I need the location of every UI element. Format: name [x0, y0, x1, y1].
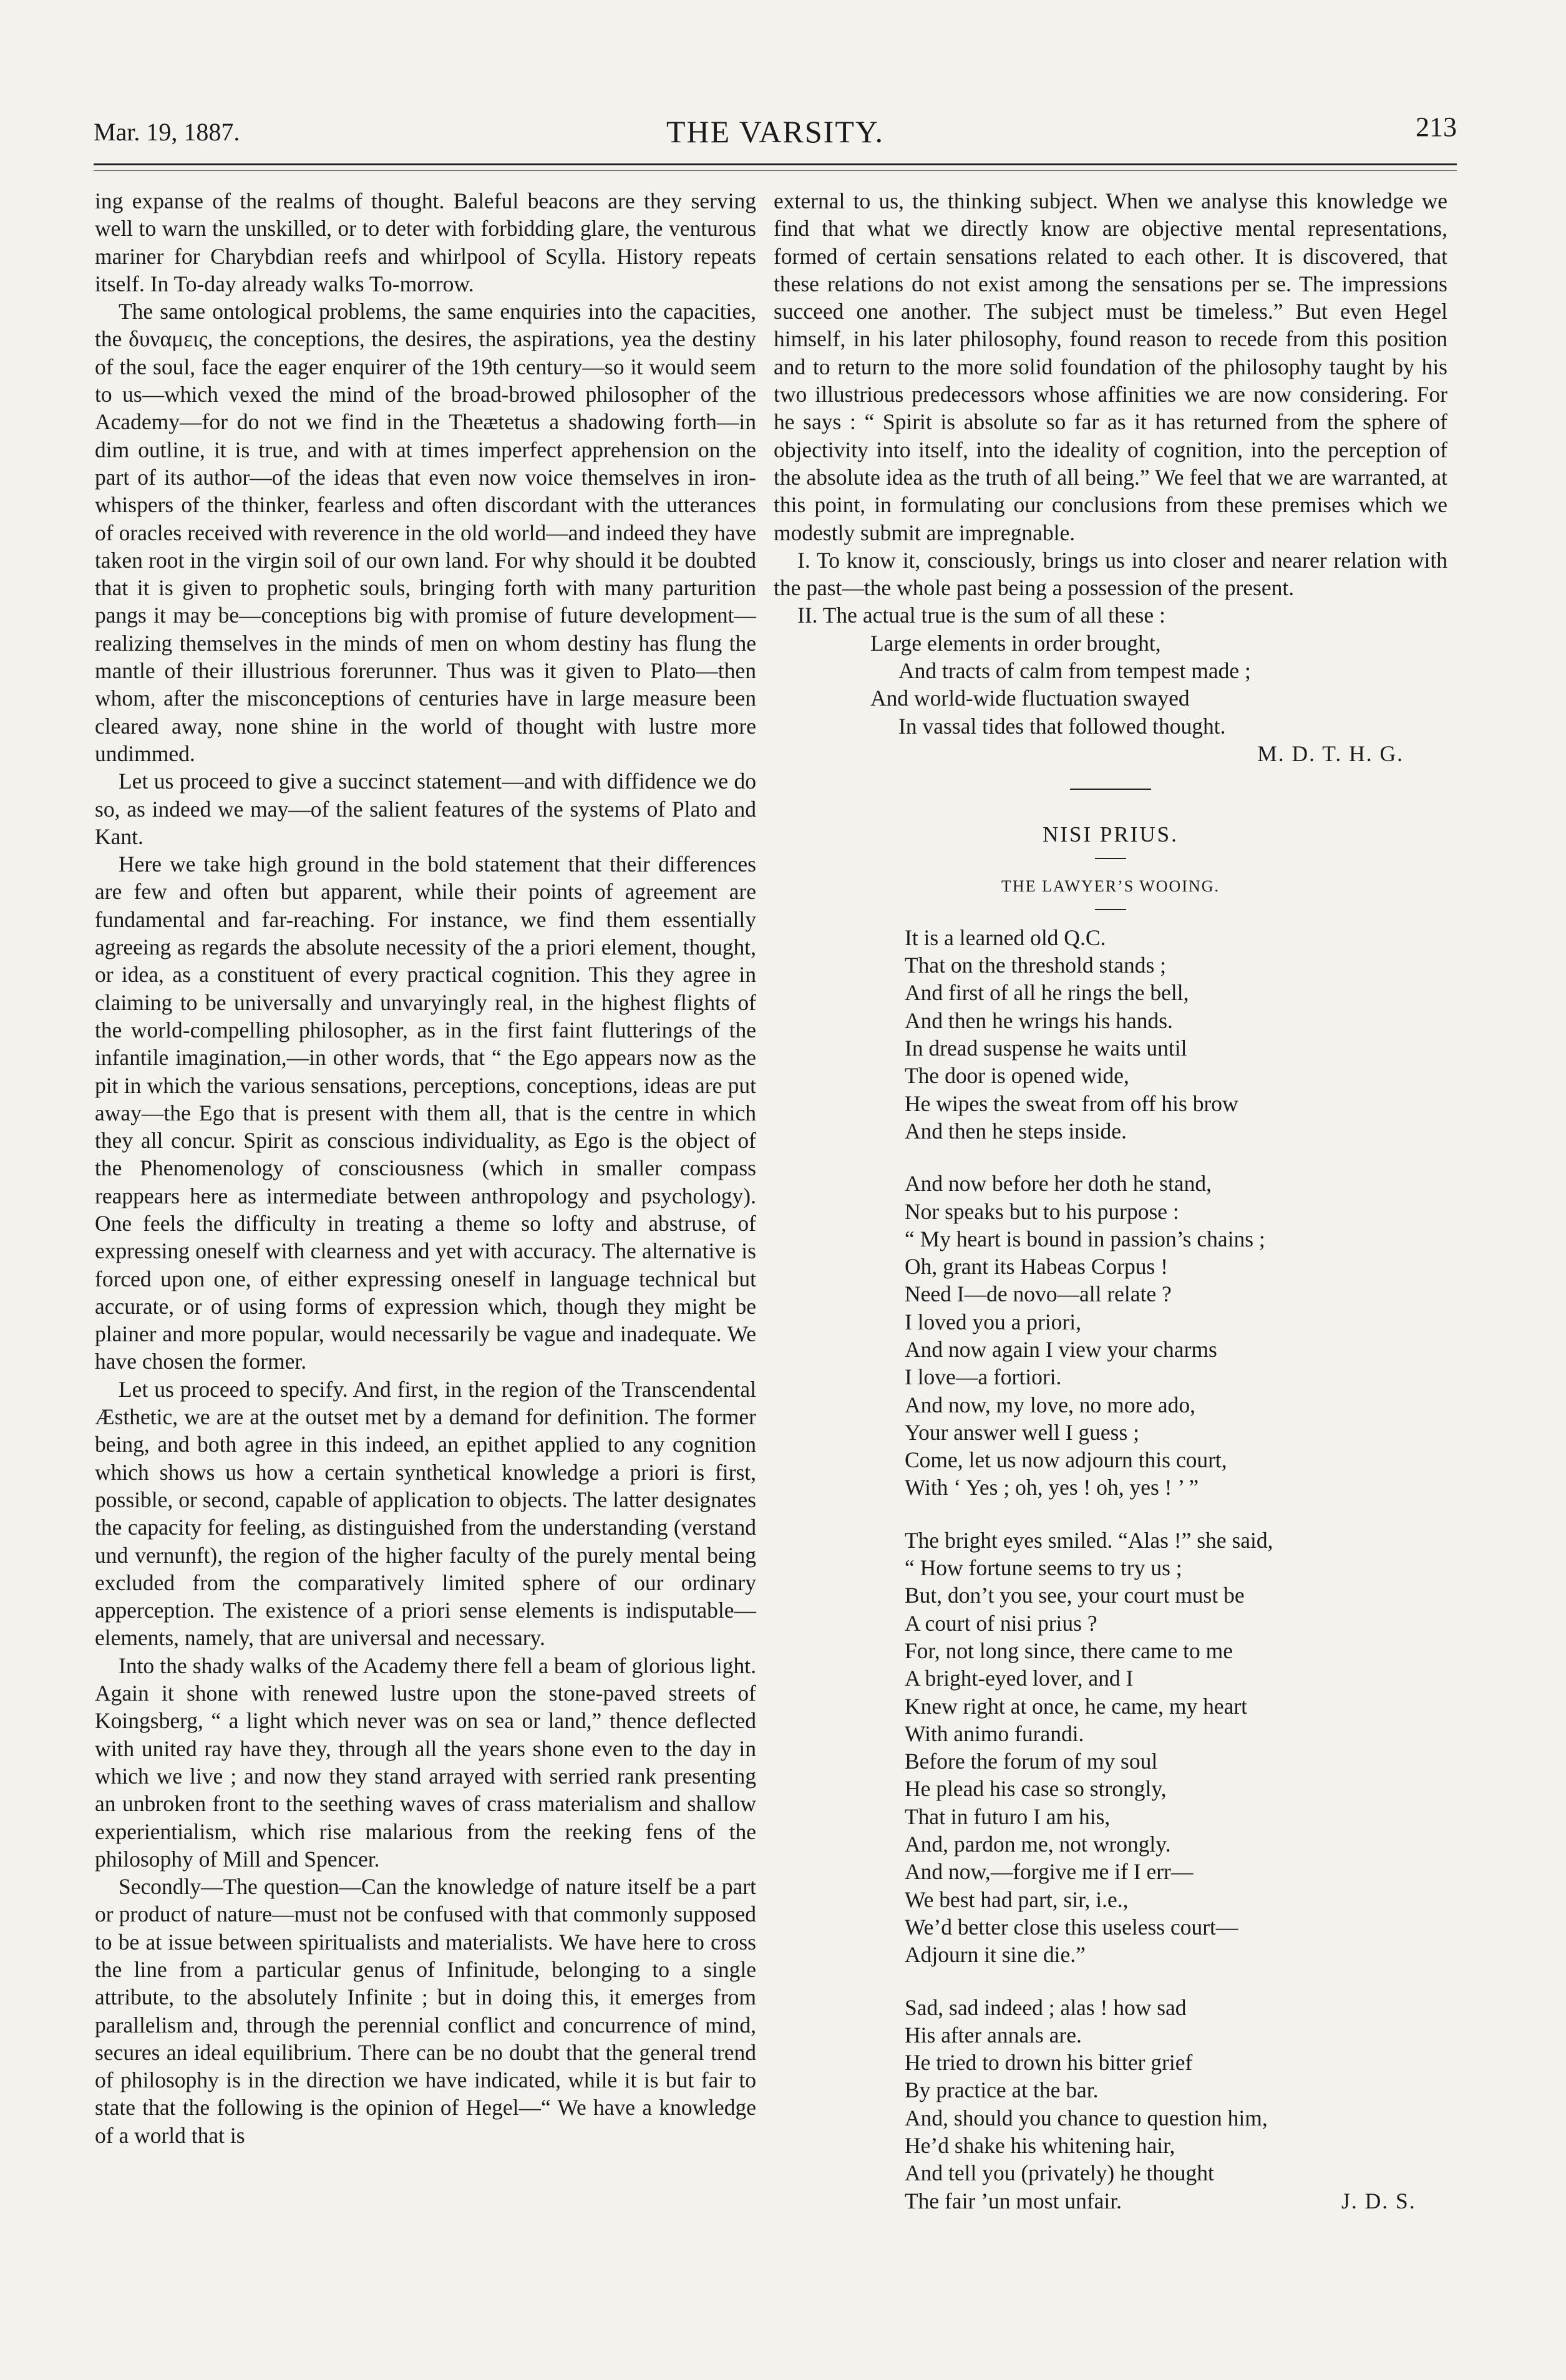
- right-column: [774, 187, 1447, 2240]
- verse-line: And first of all he rings the bell,: [905, 980, 1189, 1006]
- verse-line: In vassal tides that followed thought.: [898, 713, 1226, 739]
- issue-date: Mar. 19, 1887.: [94, 118, 240, 146]
- stanza: [905, 1994, 1447, 2215]
- left-column: [95, 187, 756, 2149]
- verse-line: We best had part, sir, i.e.,: [905, 1887, 1129, 1912]
- verse-line: And now before her doth he stand,: [905, 1171, 1212, 1197]
- verse-line: And then he wrings his hands.: [905, 1008, 1173, 1033]
- verse-line: And tracts of calm from tempest made ;: [898, 658, 1251, 684]
- stanza: [905, 924, 1447, 1145]
- verse-line: Oh, grant its Habeas Corpus !: [905, 1254, 1168, 1280]
- verse-line: He’d shake his whitening hair,: [905, 2133, 1175, 2158]
- header-rule: [94, 163, 1457, 171]
- poem-signature: J. D. S.: [1341, 2188, 1416, 2213]
- quoted-verse: [870, 629, 1447, 740]
- paragraph: Here we take high ground in the bold statement that their differences are few and often but apparent, while their points of agreement are fundamental and far-reaching. For instance, we find them essentially agreeing as regards the absolute necessity of the a priori element, thought, or idea, as a constituent of every practical cognition. This they agree in claiming to be universally and unvaryingly real, in the highest flights of the world-compelling philosopher, as in the first faint flutterings of the infantile imagination,—in other words, that “ the Ego appears now as the pit in which the various sensations, perceptions, conceptions, ideas are put away—the Ego that is present with them all, that is the centre in which they all concur. Spirit as conscious individuality, as Ego is the object of the Phenomenology of consciousness (which in smaller compass reappears here as intermediate between anthropology and psychology). One feels the difficulty in treating a theme so lofty and abstruse, of expressing oneself with clearness and yet with accuracy. The alternative is forced upon one, of either expressing oneself in language technical but accurate, or of using forms of expression which, though they might be plainer and more popular, would necessarily be vague and inadequate. We have chosen the former.: [95, 852, 756, 1374]
- verse-line: Your answer well I guess ;: [905, 1419, 1140, 1445]
- section-divider: [1070, 789, 1151, 790]
- verse-line: Sad, sad indeed ; alas ! how sad: [905, 1994, 1187, 2020]
- verse-line: But, don’t you see, your court must be: [905, 1583, 1245, 1608]
- verse-line: I loved you a priori,: [905, 1309, 1081, 1334]
- paragraph: The same ontological problems, the same enquiries into the capacities, the δυναμεις, the conceptions, the desires, the aspirations, yea the destiny of the soul, face the eager enquirer of the 19th century—so it would seem to us—which vexed the mind of the broad-browed philosopher of the Academy—for do not we find in the Theætetus a shadowing forth—in dim outline, it is true, and with at times imperfect apprehension on the part of its author—of the ideas that even now voice themselves in iron-whispers of the thinker, fearless and often discordant with the utterances of oracles received with reverence in the old world—and indeed they have taken root in the virgin soil of our own land. For why should it be doubted that it is given to prophetic souls, bringing forth with many parturition pangs it may be—conceptions big with promise of future development—realizing themselves in the minds of men on whom destiny has flung the mantle of their illustrious forerunner. Thus was it given to Plato—then whom, after the misconceptions of centuries have in large measure been cleared away, none shine in the world of thought with lustre more undimmed.: [95, 299, 756, 766]
- stanza: [905, 1527, 1447, 1969]
- verse-line: The fair ’un most unfair.: [905, 2188, 1122, 2213]
- verse-line: In dread suspense he waits until: [905, 1036, 1187, 1061]
- verse-line: Adjourn it sine die.”: [905, 1942, 1086, 1968]
- verse-line: He tried to drown his bitter grief: [905, 2050, 1193, 2076]
- verse-line: And tell you (privately) he thought: [905, 2160, 1214, 2186]
- verse-line: Large elements in order brought,: [870, 630, 1161, 656]
- paragraph: I. To know it, consciously, brings us into closer and nearer relation with the past—the whole past being a possession of the present.: [774, 547, 1447, 601]
- verse-line: Knew right at once, he came, my heart: [905, 1693, 1248, 1719]
- verse-line: For, not long since, there came to me: [905, 1638, 1233, 1663]
- section-heading: NISI PRIUS.: [1043, 822, 1179, 847]
- verse-line: We’d better close this useless court—: [905, 1914, 1238, 1940]
- verse-line: And, pardon me, not wrongly.: [905, 1832, 1171, 1857]
- verse-line: A bright-eyed lover, and I: [905, 1666, 1134, 1691]
- verse-line: He plead his case so strongly,: [905, 1776, 1167, 1802]
- author-signature: M. D. T. H. G.: [1257, 741, 1404, 766]
- verse-line: By practice at the bar.: [905, 2077, 1099, 2103]
- verse-line: It is a learned old Q.C.: [905, 925, 1106, 950]
- verse-line: “ My heart is bound in passion’s chains ;: [905, 1226, 1265, 1251]
- verse-line: “ How fortune seems to try us ;: [905, 1555, 1182, 1581]
- paragraph: Let us proceed to give a succinct statement—and with diffidence we do so, as indeed we may—of the salient features of the systems of Plato and Kant.: [95, 769, 756, 849]
- paragraph: ing expanse of the realms of thought. Baleful beacons are they serving well to warn the unskilled, or to deter with forbidding glare, the venturous mariner for Charybdian reefs and whirlpool of Scylla. History repeats itself. In To-day already walks To-morrow.: [95, 188, 756, 296]
- page-header: [94, 111, 1457, 161]
- verse-line: Need I—de novo—all relate ?: [905, 1281, 1172, 1307]
- verse-line: And world-wide fluctuation swayed: [870, 686, 1190, 711]
- paragraph: Into the shady walks of the Academy there fell a beam of glorious light. Again it shone with renewed lustre upon the stone-paved streets of Koingsberg, “ a light which never was on sea or land,” thence deflected with united ray have they, through all the years shone even to the day in which we live ; and now they stand arrayed with serried rank presenting an unbroken front to the seething waves of crass materialism and shallow experientialism, which rise malarious from the reeking fens of the philosophy of Mill and Spencer.: [95, 1653, 756, 1872]
- short-rule: [1095, 858, 1126, 859]
- verse-line: The bright eyes smiled. “Alas !” she said,: [905, 1527, 1273, 1553]
- verse-line: Before the forum of my soul: [905, 1749, 1158, 1774]
- verse-line: And now, my love, no more ado,: [905, 1392, 1196, 1417]
- verse-line: Come, let us now adjourn this court,: [905, 1447, 1227, 1473]
- paragraph: Let us proceed to specify. And first, in the region of the Transcendental Æsthetic, we are at the outset met by a demand for definition. The former being, and both agree in this indeed, an epithet applied to any cognition which shows us how a certain synthetical knowledge a priori is first, possible, or second, capable of application to objects. The latter designates the capacity for feeling, as distinguished from the understanding (verstand und vernunft), the region of the higher faculty of the purely mental being excluded from the comparatively limited sphere of our ordinary apperception. The existence of a priori sense elements is indisputable—elements, namely, that are universal and necessary.: [95, 1376, 756, 1651]
- verse-line: And then he steps inside.: [905, 1118, 1127, 1144]
- verse-line: His after annals are.: [905, 2022, 1082, 2047]
- paragraph: II. The actual true is the sum of all these :: [797, 603, 1165, 628]
- verse-line: A court of nisi prius ?: [905, 1610, 1097, 1636]
- poem: [905, 924, 1447, 2215]
- verse-line: With ‘ Yes ; oh, yes ! oh, yes ! ’ ”: [905, 1475, 1199, 1500]
- verse-line: With animo furandi.: [905, 1721, 1084, 1746]
- short-rule: [1095, 909, 1126, 910]
- paragraph: Secondly—The question—Can the knowledge of nature itself be a part or product of nature—must not be confused with that commonly supposed to be at issue between spiritualists and materialists. We have here to cross the line from a particular genus of Infinitude, belonging to a single attribute, to the absolutely Infinite ; but in doing this, it emerges from parallelism and, through the perennial conflict and concurrence of mind, secures an ideal equilibrium. There can be no doubt that the general trend of philosophy is in the direction we have indicated, while it is but fair to state that the following is the opinion of Hegel—“ We have a knowledge of a world that is: [95, 1874, 756, 2148]
- verse-line: And now,—forgive me if I err—: [905, 1859, 1194, 1885]
- verse-line: And now again I view your charms: [905, 1336, 1217, 1362]
- verse-line: I love—a fortiori.: [905, 1364, 1062, 1390]
- paragraph: external to us, the thinking subject. When we analyse this knowledge we find that what we directly know are objective mental representations, formed of certain sensations related to each other. It is discovered, that these relations do not exist among the sensations per se. The impressions succeed one another. The subject must be timeless.” But even Hegel himself, in his later philosophy, found reason to recede from this position and to return to the more solid foundation of the philosophy taught by his two illustrious predecessors whose affinities we are now considering. For he says : “ Spirit is absolute so far as it has returned from the sphere of objectivity into itself, into the ideality of cognition, into the perception of the absolute idea as the truth of all being.” We feel that we are warranted, at this point, in formulating our conclusions from these premises which we modestly submit are impregnable.: [774, 188, 1447, 545]
- poem-title: THE LAWYER’S WOOING.: [1001, 877, 1220, 895]
- verse-line: That in futuro I am his,: [905, 1804, 1111, 1829]
- verse-line: That on the threshold stands ;: [905, 953, 1167, 978]
- verse-line: The door is opened wide,: [905, 1063, 1129, 1089]
- publication-title: THE VARSITY.: [666, 114, 885, 149]
- verse-line: And, should you chance to question him,: [905, 2105, 1268, 2130]
- page-number: 213: [1416, 112, 1457, 142]
- verse-line-final: [905, 2187, 1447, 2215]
- verse-line: He wipes the sweat from off his brow: [905, 1090, 1238, 1116]
- stanza: [905, 1170, 1447, 1502]
- verse-line: Nor speaks but to his purpose :: [905, 1198, 1179, 1224]
